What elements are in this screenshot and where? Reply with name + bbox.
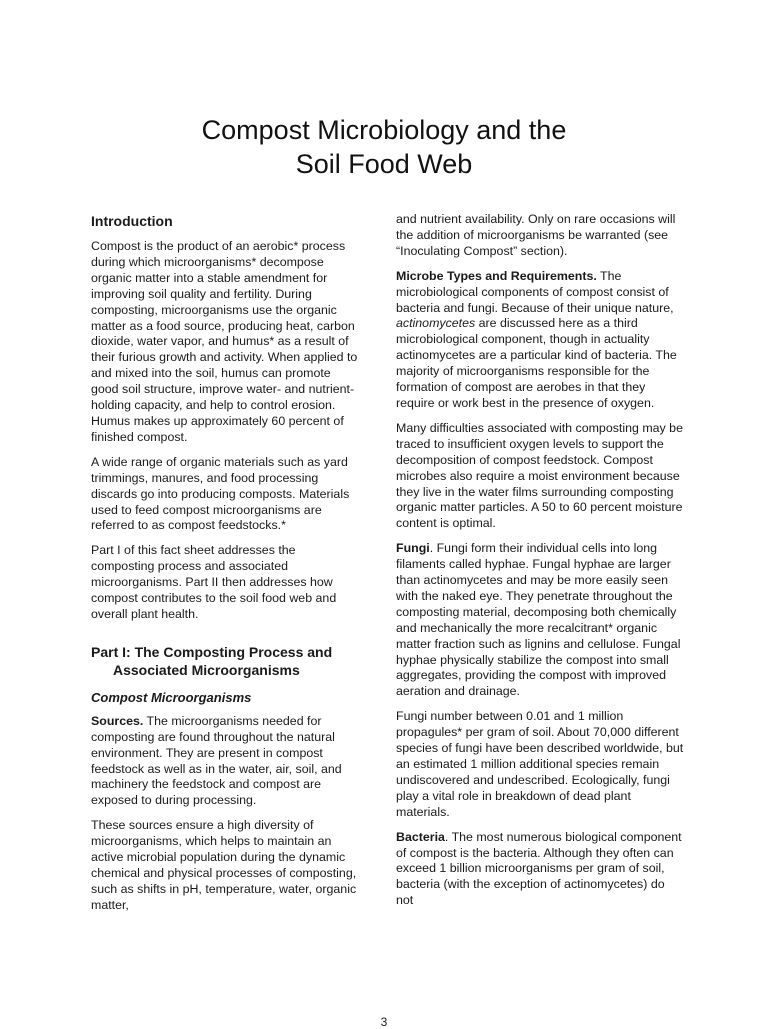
intro-paragraph-3: Part I of this fact sheet addresses the composting process and associated microorganisms. Part II then addresses how compost contributes to the soil food web and overall plant health. bbox=[91, 543, 337, 621]
sources-paragraph bbox=[91, 714, 359, 809]
fungi-paragraph bbox=[396, 541, 684, 700]
title-line-2: Soil Food Web bbox=[295, 149, 473, 179]
bacteria-text: . The most numerous biological component of compost is the bacteria. Although they often can exceed 1 billion microorganisms per gram of soil, bacteria (with the exception of actinomycetes) do not bbox=[396, 829, 682, 908]
left-column bbox=[91, 212, 359, 923]
intro-paragraph-2: A wide range of organic materials such as yard trimmings, manures, and food processing discards go into producing composts. Materials used to feed compost microorganisms are referred to as compost feedstocks.* bbox=[91, 454, 350, 533]
bacteria-paragraph bbox=[396, 830, 684, 910]
fungi-lead: Fungi bbox=[396, 541, 430, 556]
sources-text: The microorganisms needed for composting are found throughout the natural environment. They are present in compost feedstock as well as in the water, air, soil, and machinery the feedstock and compost are exposed to during processing. bbox=[91, 713, 342, 808]
fungi-number-paragraph: Fungi number between 0.01 and 1 million propagules* per gram of soil. About 70,000 different species of fungi have been described worldwide, but an estimated 1 million additional species remain undiscovered and undescribed. Ecologically, fungi play a vital role in breakdown of dead plant materials. bbox=[396, 709, 684, 819]
part-one-heading-line-1: Part I: The Composting Process and bbox=[91, 643, 333, 660]
page-title bbox=[0, 113, 768, 181]
sources-lead: Sources. bbox=[91, 713, 144, 728]
continued-paragraph: and nutrient availability. Only on rare occasions will the addition of microorganisms be warranted (see “Inoculating Compost” section). bbox=[396, 212, 676, 258]
part-one-heading bbox=[91, 643, 359, 679]
microbe-types-text-b: are discussed here as a third microbiological component, though in actuality actinomycetes are a particular kind of bacteria. The majority of microorganisms responsible for the formation of compost are aerobes in that they require or work best in the presence of oxygen. bbox=[396, 316, 677, 410]
actinomycetes-term: actinomycetes bbox=[396, 316, 476, 331]
microbe-types-text-a: The microbiological components of compost consist of bacteria and fungi. Because of their unique nature, bbox=[396, 268, 674, 315]
microbe-types-paragraph bbox=[396, 269, 684, 412]
bacteria-lead: Bacteria bbox=[396, 829, 445, 844]
part-one-heading-line-2: Associated Microorganisms bbox=[113, 661, 300, 678]
intro-paragraph-1: Compost is the product of an aerobic* process during which microorganisms* decompose organic matter into a stable amendment for improving soil quality and fertility. During composting, microorganisms use the organic matter as a food source, producing heat, carbon dioxide, water vapor, and humus* as a result of their furious growth and activity. When applied to and mixed into the soil, humus can promote good soil structure, improve water- and nutrient-holding capacity, and help to control erosion. Humus makes up approximately 60 percent of finished compost. bbox=[91, 239, 358, 444]
fungi-text: . Fungi form their individual cells into long filaments called hyphae. Fungal hyphae are larger than actinomycetes and may be more easily seen with the naked eye. They penetrate throughout the composting material, decomposing both chemically and mechanically the more recalcitrant* organic matter fraction such as lignins and cellulose. Fungal hyphae physically stabilize the compost into small aggregates, providing the compost with improved aeration and drainage. bbox=[396, 541, 681, 699]
page-number: 3 bbox=[380, 1015, 388, 1029]
introduction-heading: Introduction bbox=[91, 213, 173, 229]
title-line-1: Compost Microbiology and the bbox=[201, 115, 567, 145]
microbe-types-lead: Microbe Types and Requirements. bbox=[396, 268, 597, 283]
compost-microorganisms-subheading: Compost Microorganisms bbox=[91, 689, 252, 705]
oxygen-paragraph: Many difficulties associated with composting may be traced to insufficient oxygen levels to support the decomposition of compost feedstock. Compost microbes also require a moist environment because they live in the water films surrounding composting organic matter particles. A 50 to 60 percent moisture content is optimal. bbox=[396, 420, 683, 531]
right-column bbox=[396, 212, 684, 918]
diversity-paragraph: These sources ensure a high diversity of microorganisms, which helps to maintain an active microbial population during the dynamic chemical and physical processes of composting, such as shifts in pH, temperature, water, organic matter, bbox=[91, 818, 357, 912]
